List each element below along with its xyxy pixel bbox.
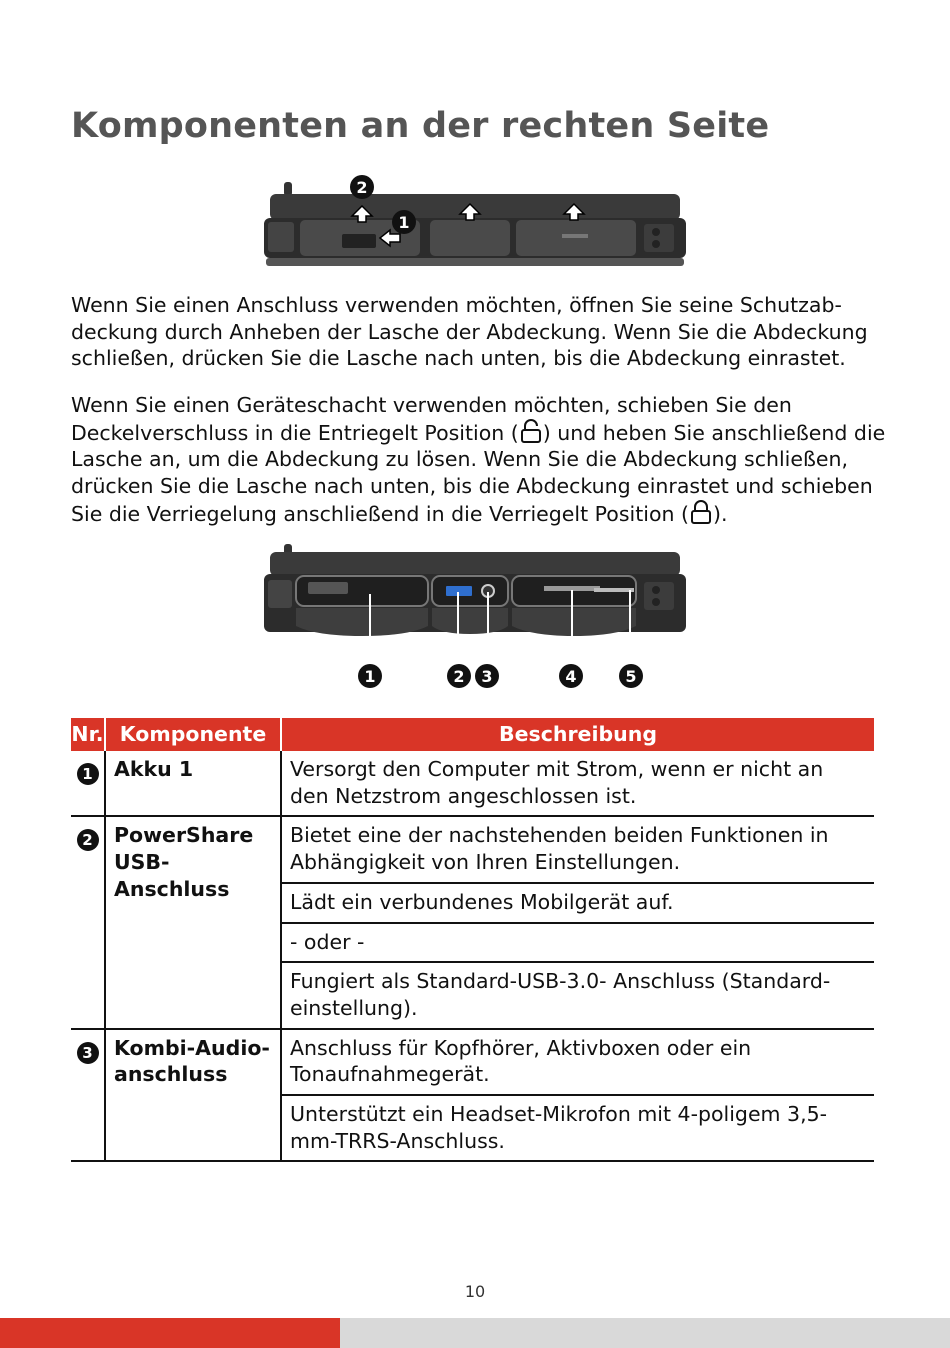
row-number-cell: [71, 751, 105, 816]
callout-label: 1: [398, 213, 410, 232]
paragraph-text: ).: [713, 501, 728, 526]
lock-icon: [690, 500, 712, 524]
callout-label: 2: [453, 667, 465, 686]
component-name: Kombi-Audio-anschluss: [105, 1029, 281, 1162]
callout-label: 3: [481, 667, 493, 686]
description-cell: Anschluss für Kopfhörer, Aktivboxen oder ein Tonaufnahmegerät.: [281, 1029, 874, 1095]
paragraph-open-cover: Wenn Sie einen Anschluss verwenden möchten, öffnen Sie seine Schutzab-deckung durch Anheben der Lasche der Abdeckung. Wenn Sie die Abdeckung schließen, drücken Sie die Lasche nach unten, bis die Abdeckung einrastet.: [71, 293, 868, 371]
unlock-icon: [520, 419, 542, 443]
paragraph-bay-lock: [71, 392, 886, 528]
description-cell: Unterstützt ein Headset-Mikrofon mit 4-poligem 3,5-mm-TRRS-Anschluss.: [281, 1095, 874, 1161]
header-description: Beschreibung: [281, 718, 874, 751]
description-cell: Fungiert als Standard-USB-3.0- Anschluss (Standard-einstellung).: [281, 962, 874, 1028]
components-table: [71, 718, 874, 1162]
component-name: PowerShare USB-Anschluss: [105, 816, 281, 1028]
description-cell: - oder -: [281, 923, 874, 963]
laptop-right-side-open-figure: [262, 544, 688, 692]
number-badge: 3: [77, 1042, 99, 1064]
number-badge: 1: [77, 763, 99, 785]
laptop-right-side-closed-figure: [262, 174, 688, 270]
header-nr: Nr.: [71, 718, 105, 751]
footer-grey-bar: [340, 1318, 950, 1348]
footer-red-bar: [0, 1318, 340, 1348]
table-row: [71, 816, 874, 882]
description-cell: Versorgt den Computer mit Strom, wenn er nicht an den Netzstrom angeschlossen ist.: [281, 751, 874, 816]
callout-label: 1: [364, 667, 376, 686]
description-cell: Bietet eine der nachstehenden beiden Funktionen in Abhängigkeit von Ihren Einstellungen.: [281, 816, 874, 882]
row-number-cell: [71, 816, 105, 1028]
callout-label: 2: [356, 178, 368, 197]
row-number-cell: [71, 1029, 105, 1162]
component-name: Akku 1: [105, 751, 281, 816]
paragraph-text: ) und heben Sie anschließend die Lasche an, um die Abdeckung zu lösen. Wenn Sie die Abdeckung schließen, drücken Sie die Lasche nach unten, bis die Abdeckung einrastet und schieben Sie die Verriegelung anschließend in die Verriegelt Position (: [71, 420, 886, 526]
page-title: Komponenten an der rechten Seite: [71, 106, 770, 146]
description-cell: Lädt ein verbundenes Mobilgerät auf.: [281, 883, 874, 923]
table-row: [71, 751, 874, 816]
page-number: 10: [464, 1282, 486, 1301]
paragraph-text: Wenn Sie einen Geräteschacht verwenden möchten, schieben Sie den Deckelverschluss in die Entriegelt Position (: [71, 393, 792, 445]
header-component: Komponente: [105, 718, 281, 751]
table-header-row: [71, 718, 874, 751]
table-row: [71, 1029, 874, 1095]
callout-label: 5: [625, 667, 637, 686]
number-badge: 2: [77, 829, 99, 851]
callout-label: 4: [565, 667, 577, 686]
